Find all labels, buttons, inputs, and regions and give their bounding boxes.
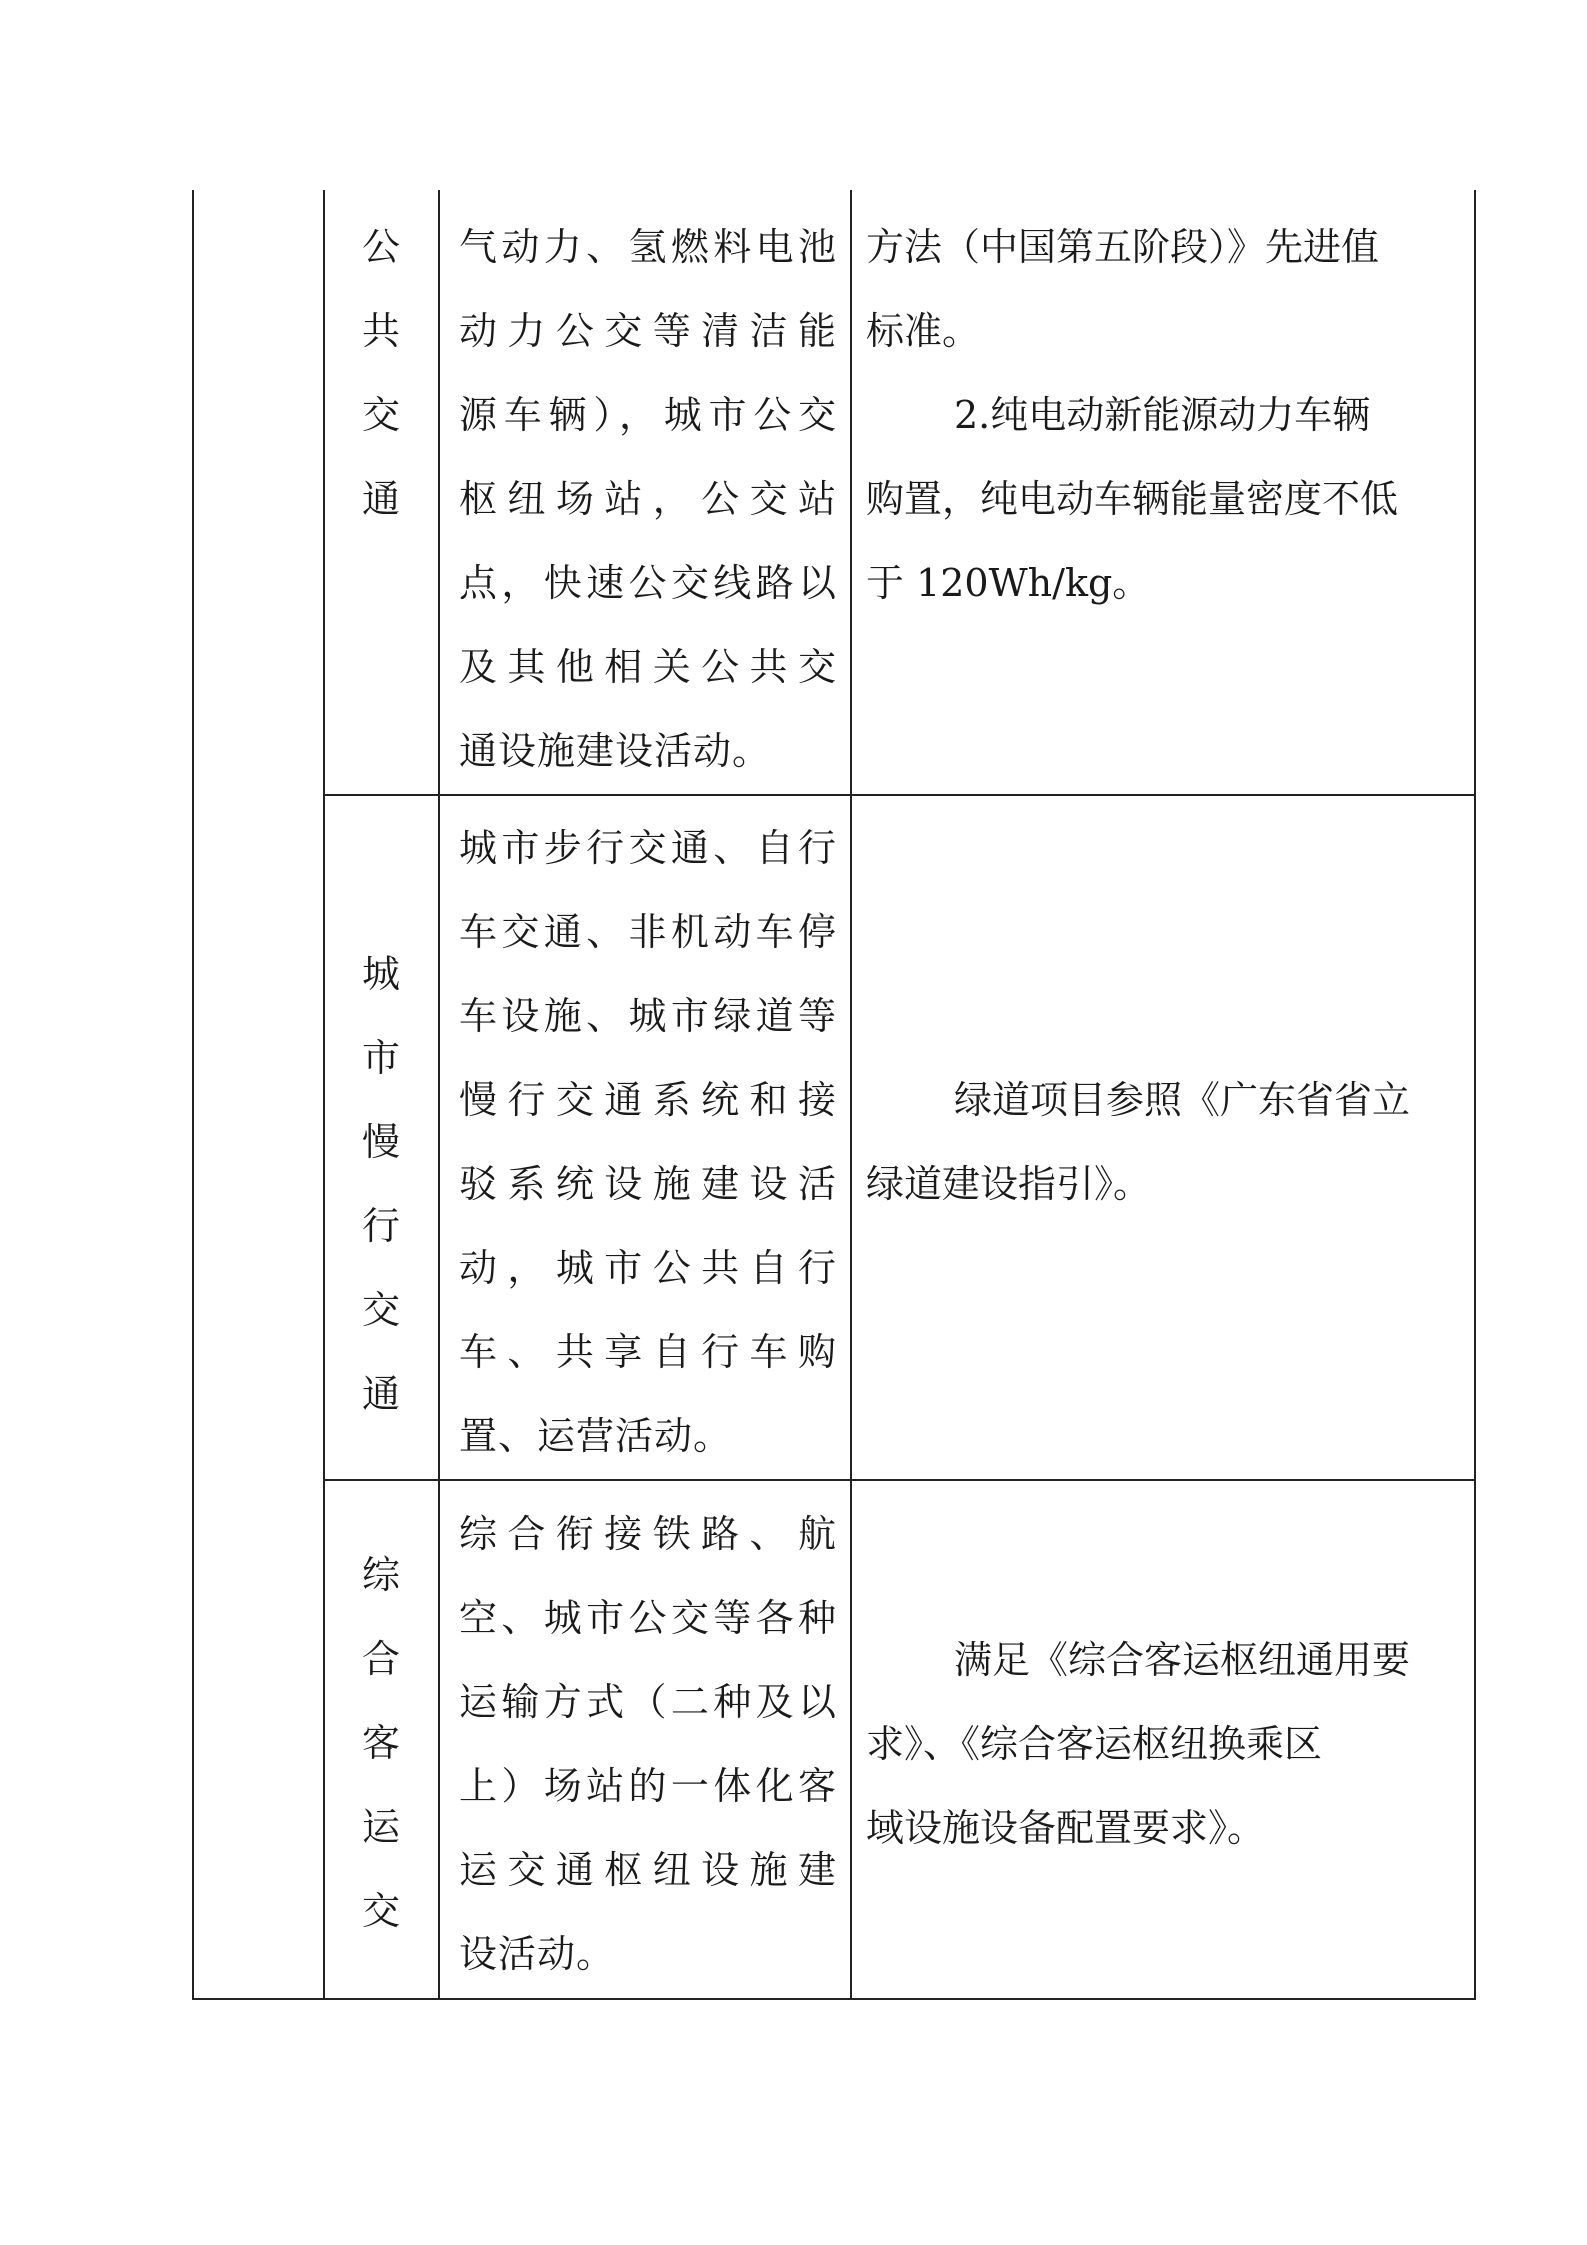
category-char: 通: [361, 477, 400, 521]
scope-line: 空、城市公交等各种: [459, 1596, 837, 1640]
category-char: 交: [361, 1288, 400, 1332]
table-border-left: [192, 190, 194, 2000]
requirement-line: 购置，纯电动车辆能量密度不低: [866, 477, 1399, 521]
scope-line: 城市步行交通、自行: [459, 826, 837, 870]
scope-line: 车交通、非机动车停: [459, 910, 837, 954]
category-char: 通: [361, 1372, 400, 1416]
table-column-divider-2: [438, 190, 440, 2000]
scope-line: 慢行交通系统和接: [459, 1078, 837, 1122]
category-char: 交: [361, 1889, 400, 1933]
requirement-line: 绿道建设指引》。: [866, 1162, 1152, 1206]
scope-line: 枢纽场站，公交站: [459, 477, 837, 521]
row-divider-2: [323, 1479, 1476, 1481]
scope-line: 运输方式（二种及以: [459, 1680, 837, 1724]
scope-line: 置、运营活动。: [459, 1414, 733, 1458]
scope-line: 点，快速公交线路以: [459, 561, 837, 605]
scope-line: 上）场站的一体化客: [459, 1764, 837, 1808]
category-char: 城: [361, 952, 400, 996]
row-1-requirement: [866, 205, 1456, 625]
row-3-requirement: [866, 1618, 1456, 1870]
category-char: 客: [361, 1721, 400, 1765]
row-divider-1: [323, 794, 1476, 796]
category-char: 交: [361, 393, 400, 437]
category-char: 综: [361, 1553, 400, 1597]
scope-line: 运交通枢纽设施建: [459, 1848, 837, 1892]
scope-line: 综合衔接铁路、航: [459, 1512, 837, 1556]
scope-line: 动，城市公共自行: [459, 1246, 837, 1290]
scope-line: 设活动。: [459, 1932, 616, 1976]
category-char: 公: [361, 225, 400, 269]
category-char: 共: [361, 309, 400, 353]
row-2-scope: [459, 806, 837, 1478]
requirement-line: 域设施设备配置要求》。: [866, 1806, 1266, 1850]
row-1-category: [326, 205, 436, 541]
scope-line: 动力公交等清洁能: [459, 309, 837, 353]
table-border-right: [1474, 190, 1476, 2000]
row-3-category: [326, 1533, 436, 1953]
category-char: 运: [361, 1805, 400, 1849]
table-column-divider-1: [323, 190, 325, 2000]
scope-line: 车、共享自行车购: [459, 1330, 837, 1374]
scope-line: 源车辆），城市公交: [459, 393, 837, 437]
row-2-category: [326, 932, 436, 1436]
row-3-scope: [459, 1492, 837, 1996]
row-2-requirement: [866, 1058, 1456, 1226]
requirement-line: 求》、《综合客运枢纽换乘区: [866, 1722, 1323, 1766]
table-column-divider-3: [850, 190, 852, 2000]
scope-line: 驳系统设施建设活: [459, 1162, 837, 1206]
row-1-scope: [459, 205, 837, 793]
requirement-line: 2.纯电动新能源动力车辆: [954, 393, 1371, 437]
category-char: 行: [361, 1204, 400, 1248]
scope-line: 通设施建设活动。: [459, 729, 772, 773]
requirement-line: 方法（中国第五阶段）》先进值: [866, 225, 1380, 269]
requirement-line: 于 120Wh/kg。: [866, 561, 1151, 605]
category-char: 市: [361, 1036, 400, 1080]
table-border-bottom: [192, 1998, 1476, 2000]
scope-line: 气动力、氢燃料电池: [459, 225, 837, 269]
scope-line: 车设施、城市绿道等: [459, 994, 837, 1038]
scope-line: 及其他相关公共交: [459, 645, 837, 689]
requirement-line: 标准。: [866, 309, 981, 353]
category-char: 合: [361, 1637, 400, 1681]
category-char: 慢: [361, 1120, 400, 1164]
requirement-line: 绿道项目参照《广东省省立: [954, 1078, 1411, 1122]
requirement-line: 满足《综合客运枢纽通用要: [954, 1638, 1411, 1682]
